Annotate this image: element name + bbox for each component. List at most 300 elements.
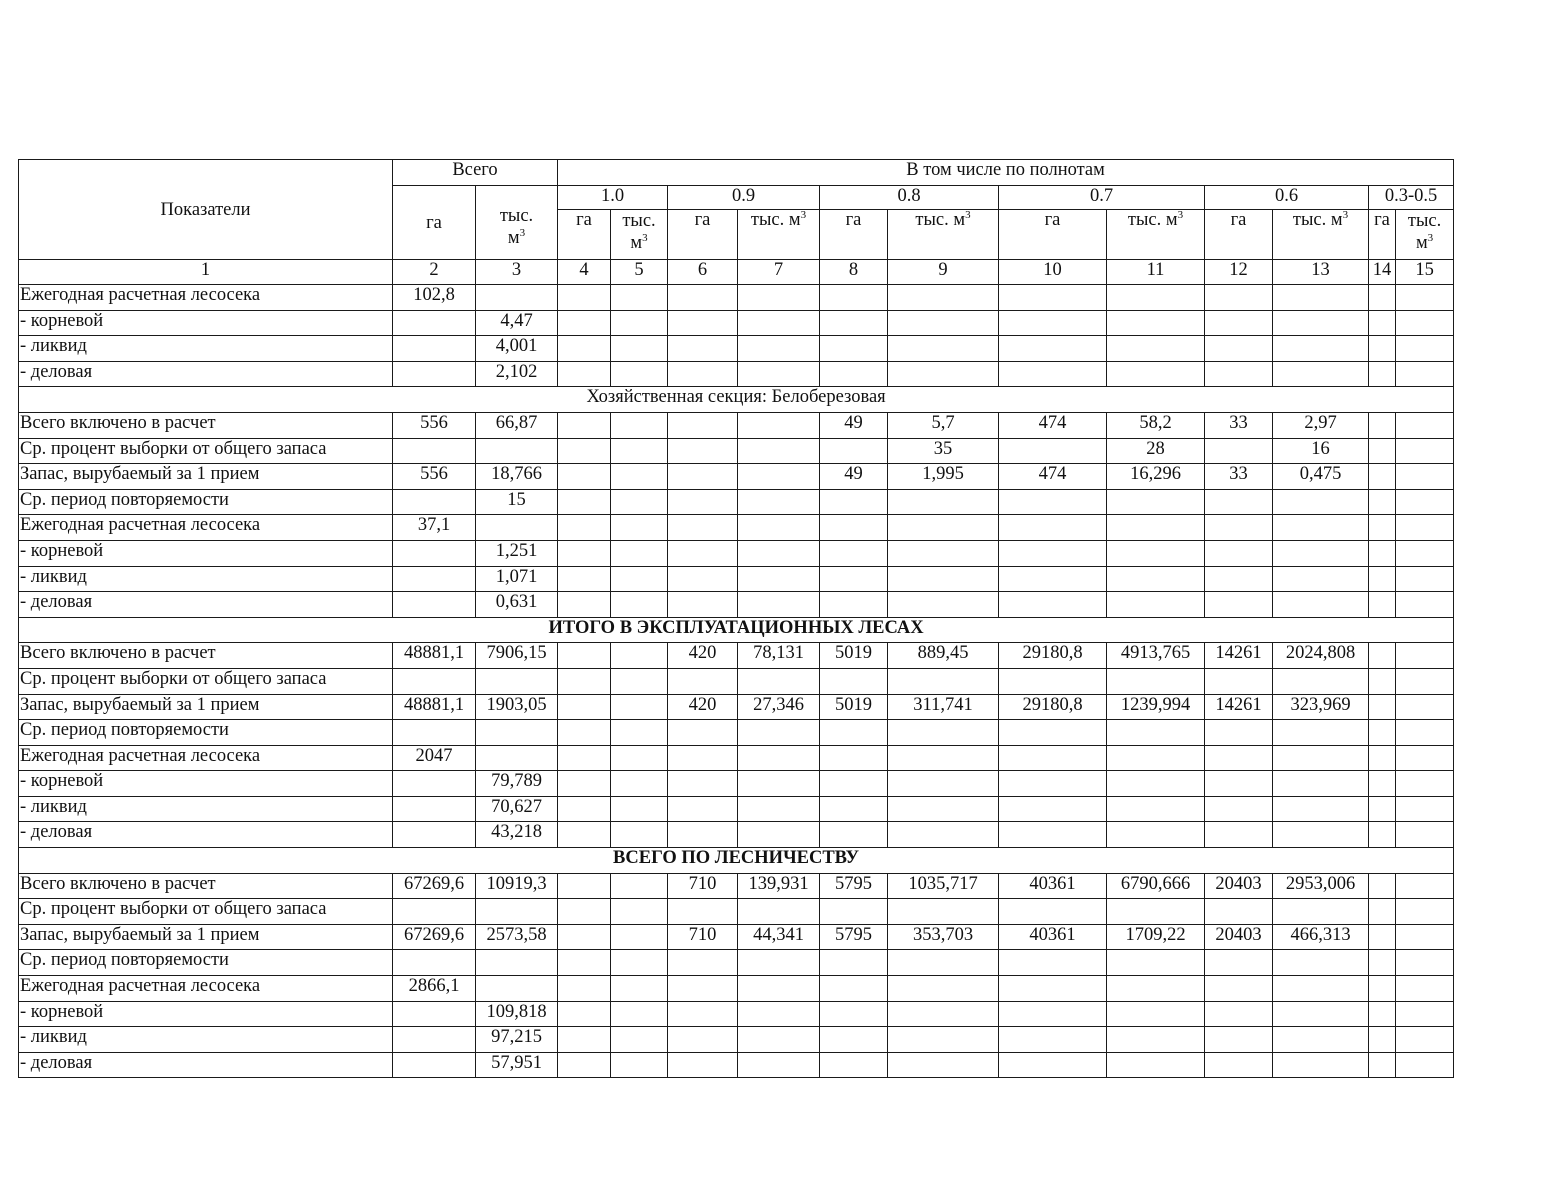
row-label: Ежегодная расчетная лесосека	[19, 285, 393, 311]
table-row	[19, 1027, 1454, 1053]
table-cell	[668, 796, 738, 822]
row-label: - ликвид	[19, 796, 393, 822]
table-cell	[558, 592, 611, 618]
table-cell	[820, 668, 888, 694]
column-number: 2	[393, 260, 476, 285]
table-cell	[999, 361, 1107, 387]
table-cell	[611, 540, 668, 566]
table-cell: 4,001	[476, 336, 558, 362]
table-cell	[820, 976, 888, 1002]
table-cell	[1107, 720, 1205, 746]
column-number: 5	[611, 260, 668, 285]
row-label: - корневой	[19, 310, 393, 336]
table-cell	[1273, 361, 1369, 387]
table-cell: 33	[1205, 464, 1273, 490]
table-cell	[1396, 515, 1454, 541]
table-cell: 1,071	[476, 566, 558, 592]
table-cell	[888, 489, 999, 515]
table-cell	[1396, 796, 1454, 822]
table-cell	[668, 310, 738, 336]
table-cell	[1205, 950, 1273, 976]
table-cell	[1273, 540, 1369, 566]
table-cell	[1273, 310, 1369, 336]
table-cell	[820, 720, 888, 746]
table-row	[19, 285, 1454, 311]
table-cell	[1396, 464, 1454, 490]
table-cell	[888, 745, 999, 771]
table-cell	[393, 771, 476, 797]
row-label: Всего включено в расчет	[19, 873, 393, 899]
header-ha: га	[558, 210, 611, 260]
table-cell: 474	[999, 464, 1107, 490]
row-label: Ср. процент выборки от общего запаса	[19, 668, 393, 694]
table-cell	[888, 796, 999, 822]
table-cell	[611, 643, 668, 669]
table-cell	[738, 489, 820, 515]
table-cell	[999, 1001, 1107, 1027]
table-cell	[820, 1052, 888, 1078]
table-cell	[888, 336, 999, 362]
table-cell	[888, 1001, 999, 1027]
table-cell: 1709,22	[1107, 924, 1205, 950]
table-cell	[1369, 976, 1396, 1002]
table-cell	[999, 745, 1107, 771]
row-label: Всего включено в расчет	[19, 412, 393, 438]
table-cell	[1273, 976, 1369, 1002]
table-cell	[1205, 285, 1273, 311]
table-cell	[999, 668, 1107, 694]
allowable-cut-table-sheet	[18, 159, 1453, 1078]
table-row	[19, 566, 1454, 592]
table-cell	[558, 822, 611, 848]
table-cell	[1107, 540, 1205, 566]
table-cell	[820, 899, 888, 925]
table-cell: 67269,6	[393, 873, 476, 899]
table-cell	[558, 694, 611, 720]
table-cell	[738, 464, 820, 490]
table-cell	[558, 412, 611, 438]
table-cell: 33	[1205, 412, 1273, 438]
table-cell	[820, 310, 888, 336]
table-cell	[668, 745, 738, 771]
table-cell	[820, 950, 888, 976]
table-cell	[820, 285, 888, 311]
table-cell	[611, 899, 668, 925]
row-label: Запас, вырубаемый за 1 прием	[19, 694, 393, 720]
table-cell	[611, 924, 668, 950]
table-cell	[611, 796, 668, 822]
section-heading-row	[19, 848, 1454, 874]
table-cell	[668, 285, 738, 311]
table-cell	[1273, 720, 1369, 746]
table-cell	[1369, 1027, 1396, 1053]
table-cell	[999, 592, 1107, 618]
table-cell	[820, 745, 888, 771]
table-cell	[1107, 361, 1205, 387]
row-label: Запас, вырубаемый за 1 прием	[19, 924, 393, 950]
table-cell	[820, 592, 888, 618]
table-cell	[1369, 412, 1396, 438]
section-title: ИТОГО В ЭКСПЛУАТАЦИОННЫХ ЛЕСАХ	[19, 617, 1454, 643]
table-cell	[1369, 950, 1396, 976]
table-cell	[558, 361, 611, 387]
table-cell	[888, 285, 999, 311]
table-cell	[1107, 1052, 1205, 1078]
table-row	[19, 899, 1454, 925]
table-cell: 5795	[820, 924, 888, 950]
table-cell	[1273, 515, 1369, 541]
table-row	[19, 438, 1454, 464]
header-indicators: Показатели	[19, 160, 393, 260]
table-cell	[1369, 745, 1396, 771]
table-cell	[558, 720, 611, 746]
table-cell: 0,631	[476, 592, 558, 618]
table-cell	[611, 873, 668, 899]
table-cell	[1369, 873, 1396, 899]
table-cell: 2,97	[1273, 412, 1369, 438]
table-cell	[1369, 1001, 1396, 1027]
table-cell	[888, 592, 999, 618]
column-number-row	[19, 260, 1454, 285]
table-cell	[476, 976, 558, 1002]
table-cell	[999, 976, 1107, 1002]
table-cell: 49	[820, 464, 888, 490]
table-cell: 70,627	[476, 796, 558, 822]
row-label: - корневой	[19, 1001, 393, 1027]
table-row	[19, 336, 1454, 362]
table-cell	[888, 822, 999, 848]
table-cell	[820, 771, 888, 797]
table-cell	[1369, 515, 1396, 541]
table-cell	[1369, 720, 1396, 746]
table-cell	[888, 566, 999, 592]
table-cell	[1396, 924, 1454, 950]
table-row	[19, 950, 1454, 976]
table-cell	[558, 873, 611, 899]
row-label: - ликвид	[19, 566, 393, 592]
table-cell	[1107, 745, 1205, 771]
column-number: 6	[668, 260, 738, 285]
table-cell	[611, 1001, 668, 1027]
table-cell	[738, 822, 820, 848]
table-cell	[1107, 899, 1205, 925]
table-cell: 5019	[820, 694, 888, 720]
table-row	[19, 822, 1454, 848]
table-cell	[1205, 489, 1273, 515]
table-cell	[888, 1052, 999, 1078]
allowable-cut-table	[18, 159, 1454, 1078]
table-cell: 1,251	[476, 540, 558, 566]
table-cell: 1903,05	[476, 694, 558, 720]
table-cell	[1369, 540, 1396, 566]
table-cell	[611, 745, 668, 771]
header-ha: га	[820, 210, 888, 260]
row-label: Ср. процент выборки от общего запаса	[19, 438, 393, 464]
table-cell	[738, 336, 820, 362]
table-cell	[999, 796, 1107, 822]
section-title: ВСЕГО ПО ЛЕСНИЧЕСТВУ	[19, 848, 1454, 874]
table-cell	[1369, 924, 1396, 950]
table-cell	[999, 720, 1107, 746]
table-cell	[611, 515, 668, 541]
table-cell	[611, 950, 668, 976]
table-cell	[668, 1052, 738, 1078]
table-cell	[999, 310, 1107, 336]
table-cell	[611, 412, 668, 438]
table-cell	[820, 438, 888, 464]
row-label: Всего включено в расчет	[19, 643, 393, 669]
table-cell	[1396, 822, 1454, 848]
table-cell	[476, 438, 558, 464]
row-label: Запас, вырубаемый за 1 прием	[19, 464, 393, 490]
table-cell	[1107, 822, 1205, 848]
table-cell: 1239,994	[1107, 694, 1205, 720]
header-density-1-0: 1.0	[558, 186, 668, 210]
table-cell	[668, 540, 738, 566]
table-cell	[1107, 668, 1205, 694]
table-cell	[1205, 976, 1273, 1002]
header-unit-exp: 3	[1342, 209, 1349, 221]
header-unit-text: м	[507, 227, 520, 248]
header-ha: га	[999, 210, 1107, 260]
table-cell	[668, 412, 738, 438]
column-number: 1	[19, 260, 393, 285]
table-row	[19, 1052, 1454, 1078]
table-cell	[1396, 1027, 1454, 1053]
table-cell	[1107, 796, 1205, 822]
table-cell	[1107, 950, 1205, 976]
table-cell: 48881,1	[393, 643, 476, 669]
table-cell	[1396, 566, 1454, 592]
table-cell	[1273, 489, 1369, 515]
table-cell	[738, 976, 820, 1002]
header-density-0-9: 0.9	[668, 186, 820, 210]
header-unit-exp: 3	[1177, 209, 1184, 221]
table-cell	[558, 899, 611, 925]
table-cell: 4,47	[476, 310, 558, 336]
table-cell	[999, 540, 1107, 566]
table-cell: 58,2	[1107, 412, 1205, 438]
table-cell	[393, 336, 476, 362]
table-cell	[888, 540, 999, 566]
table-cell	[738, 310, 820, 336]
table-cell: 474	[999, 412, 1107, 438]
table-row	[19, 310, 1454, 336]
table-cell	[668, 438, 738, 464]
table-cell: 1035,717	[888, 873, 999, 899]
table-cell	[393, 566, 476, 592]
table-cell	[1369, 771, 1396, 797]
table-cell	[668, 566, 738, 592]
table-cell	[1396, 745, 1454, 771]
header-unit-text: тыс. м	[750, 210, 801, 230]
table-cell	[393, 796, 476, 822]
table-cell	[738, 540, 820, 566]
table-cell: 35	[888, 438, 999, 464]
table-cell	[558, 438, 611, 464]
table-cell: 420	[668, 643, 738, 669]
table-cell	[1205, 720, 1273, 746]
table-cell: 7906,15	[476, 643, 558, 669]
table-cell: 0,475	[1273, 464, 1369, 490]
table-cell	[820, 796, 888, 822]
table-cell	[476, 285, 558, 311]
table-cell	[1396, 873, 1454, 899]
table-cell	[738, 1001, 820, 1027]
table-cell: 710	[668, 924, 738, 950]
header-unit-text: тыс.	[499, 205, 534, 226]
table-cell	[738, 720, 820, 746]
table-cell: 29180,8	[999, 694, 1107, 720]
table-cell	[738, 745, 820, 771]
table-cell: 2047	[393, 745, 476, 771]
table-cell	[668, 822, 738, 848]
table-cell	[558, 745, 611, 771]
table-row	[19, 745, 1454, 771]
table-cell	[1369, 1052, 1396, 1078]
table-cell	[820, 361, 888, 387]
table-cell	[738, 950, 820, 976]
header-unit-exp: 3	[965, 209, 971, 221]
table-cell	[476, 668, 558, 694]
table-cell	[1205, 822, 1273, 848]
table-cell	[1396, 899, 1454, 925]
table-cell	[558, 771, 611, 797]
table-cell: 466,313	[1273, 924, 1369, 950]
table-cell	[668, 336, 738, 362]
table-cell	[738, 361, 820, 387]
table-cell: 2953,006	[1273, 873, 1369, 899]
table-cell	[1396, 950, 1454, 976]
table-cell: 556	[393, 464, 476, 490]
table-cell	[1205, 745, 1273, 771]
table-cell	[1396, 643, 1454, 669]
header-total: Всего	[393, 160, 558, 186]
header-unit-exp: 3	[1427, 232, 1434, 244]
table-cell	[1396, 310, 1454, 336]
header-unit-exp: 3	[800, 209, 807, 221]
header-unit-exp: 3	[519, 226, 526, 239]
table-cell	[999, 822, 1107, 848]
table-cell	[1396, 412, 1454, 438]
table-cell: 139,931	[738, 873, 820, 899]
table-cell	[668, 771, 738, 797]
header-ha: га	[1205, 210, 1273, 260]
table-cell	[668, 899, 738, 925]
table-cell	[1369, 361, 1396, 387]
table-cell: 44,341	[738, 924, 820, 950]
table-cell	[1273, 592, 1369, 618]
table-cell	[738, 899, 820, 925]
table-cell	[1396, 592, 1454, 618]
header-total-ha: га	[393, 186, 476, 260]
table-cell: 5019	[820, 643, 888, 669]
row-label: Ежегодная расчетная лесосека	[19, 745, 393, 771]
table-cell	[1107, 976, 1205, 1002]
header-unit-text: тыс.	[622, 211, 656, 231]
table-cell	[820, 1027, 888, 1053]
table-cell	[1273, 1027, 1369, 1053]
table-row	[19, 1001, 1454, 1027]
row-label: Ср. период повторяемости	[19, 489, 393, 515]
table-cell	[611, 1027, 668, 1053]
table-cell	[1396, 694, 1454, 720]
table-cell	[1396, 489, 1454, 515]
table-cell	[999, 899, 1107, 925]
table-cell	[738, 412, 820, 438]
header-unit-text: тыс. м	[915, 210, 966, 230]
table-cell	[1273, 796, 1369, 822]
table-cell	[558, 1001, 611, 1027]
table-cell	[999, 1052, 1107, 1078]
section-title: Хозяйственная секция: Белоберезовая	[19, 387, 1454, 413]
header-total-volume	[476, 186, 558, 260]
table-cell	[558, 336, 611, 362]
table-cell	[393, 489, 476, 515]
table-cell	[1369, 566, 1396, 592]
table-cell: 2,102	[476, 361, 558, 387]
table-cell	[393, 822, 476, 848]
table-cell: 420	[668, 694, 738, 720]
table-cell	[668, 592, 738, 618]
table-cell	[888, 950, 999, 976]
header-ha: га	[668, 210, 738, 260]
table-cell	[999, 438, 1107, 464]
table-cell	[1107, 285, 1205, 311]
header-volume	[1273, 210, 1369, 260]
table-cell	[1273, 336, 1369, 362]
table-cell	[1107, 515, 1205, 541]
header-ha: га	[1369, 210, 1396, 260]
table-row	[19, 540, 1454, 566]
table-cell	[738, 592, 820, 618]
table-cell	[820, 336, 888, 362]
table-cell	[476, 515, 558, 541]
table-cell	[558, 1027, 611, 1053]
table-cell	[611, 592, 668, 618]
table-cell: 20403	[1205, 873, 1273, 899]
header-by-density: В том числе по полнотам	[558, 160, 1454, 186]
table-cell	[393, 720, 476, 746]
table-cell	[1273, 1052, 1369, 1078]
table-cell	[1396, 976, 1454, 1002]
table-cell	[999, 489, 1107, 515]
table-cell	[1205, 899, 1273, 925]
table-cell	[1369, 336, 1396, 362]
table-cell	[1369, 694, 1396, 720]
table-cell	[1205, 566, 1273, 592]
table-cell	[611, 285, 668, 311]
table-cell	[1369, 285, 1396, 311]
table-cell	[1369, 899, 1396, 925]
column-number: 15	[1396, 260, 1454, 285]
table-cell	[558, 285, 611, 311]
table-cell	[476, 745, 558, 771]
table-cell	[1107, 310, 1205, 336]
table-row	[19, 412, 1454, 438]
column-number: 13	[1273, 260, 1369, 285]
table-cell	[611, 361, 668, 387]
table-cell	[393, 540, 476, 566]
table-cell	[611, 694, 668, 720]
table-cell	[1273, 1001, 1369, 1027]
table-cell: 2866,1	[393, 976, 476, 1002]
table-cell	[393, 1052, 476, 1078]
table-cell	[999, 950, 1107, 976]
header-unit-text: м	[1415, 233, 1428, 253]
table-cell	[558, 310, 611, 336]
table-cell	[1396, 438, 1454, 464]
